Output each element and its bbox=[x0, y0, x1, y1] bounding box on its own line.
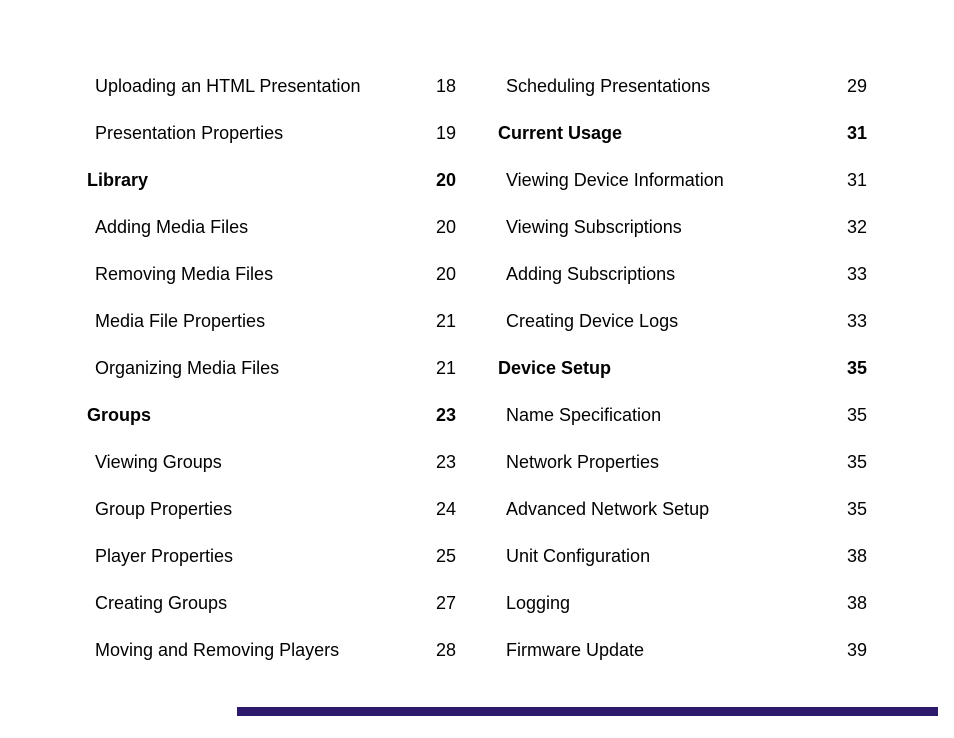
toc-entry-label: Library bbox=[87, 170, 149, 190]
toc-entry-label: Viewing Device Information bbox=[506, 170, 724, 190]
toc-entry-label: Scheduling Presentations bbox=[506, 76, 711, 96]
toc-entry[interactable] bbox=[498, 627, 867, 674]
toc-section-heading[interactable] bbox=[498, 345, 867, 392]
toc-column-left bbox=[87, 63, 456, 674]
toc-page-number: 20 bbox=[435, 170, 456, 190]
toc-entry-label: Firmware Update bbox=[506, 640, 645, 660]
toc-entry[interactable] bbox=[87, 110, 456, 157]
toc-entry-label: Organizing Media Files bbox=[95, 358, 280, 378]
toc-page-number: 38 bbox=[846, 546, 867, 566]
toc-entry-label: Adding Subscriptions bbox=[506, 264, 676, 284]
toc-entry[interactable] bbox=[87, 298, 456, 345]
toc-entry-label: Presentation Properties bbox=[95, 123, 284, 143]
toc-page-number: 31 bbox=[846, 123, 867, 143]
toc-entry[interactable] bbox=[498, 439, 867, 486]
toc-entry[interactable] bbox=[87, 486, 456, 533]
toc-entry-label: Current Usage bbox=[498, 123, 623, 143]
toc-page-number: 35 bbox=[846, 405, 867, 425]
toc-page-number: 24 bbox=[435, 499, 456, 519]
toc-entry[interactable] bbox=[498, 298, 867, 345]
toc-page-number: 27 bbox=[435, 593, 456, 613]
toc-section-heading[interactable] bbox=[87, 392, 456, 439]
toc-entry-label: Advanced Network Setup bbox=[506, 499, 710, 519]
toc-entry-label: Network Properties bbox=[506, 452, 660, 472]
toc-entry-label: Uploading an HTML Presentation bbox=[95, 76, 361, 96]
toc-entry-label: Viewing Subscriptions bbox=[506, 217, 682, 237]
toc-section-heading[interactable] bbox=[498, 110, 867, 157]
toc-entry[interactable] bbox=[498, 392, 867, 439]
toc-entry[interactable] bbox=[87, 345, 456, 392]
toc-section-heading[interactable] bbox=[87, 157, 456, 204]
toc-entry-label: Moving and Removing Players bbox=[95, 640, 340, 660]
toc-page-number: 29 bbox=[846, 76, 867, 96]
toc-entry[interactable] bbox=[498, 63, 867, 110]
toc-page-number: 39 bbox=[846, 640, 867, 660]
toc-page-number: 18 bbox=[435, 76, 456, 96]
toc-page-number: 33 bbox=[846, 264, 867, 284]
toc-entry[interactable] bbox=[87, 580, 456, 627]
toc-column-right bbox=[498, 63, 867, 674]
toc-entry-label: Viewing Groups bbox=[95, 452, 222, 472]
toc-entry-label: Adding Media Files bbox=[95, 217, 249, 237]
toc-page-number: 38 bbox=[846, 593, 867, 613]
footer-accent-bar bbox=[237, 707, 938, 716]
toc-page-number: 33 bbox=[846, 311, 867, 331]
toc-entry-label: Device Setup bbox=[498, 358, 612, 378]
toc-entry-label: Media File Properties bbox=[95, 311, 266, 331]
toc-page-number: 35 bbox=[846, 358, 867, 378]
toc-page-number: 21 bbox=[435, 358, 456, 378]
toc-entry-label: Creating Groups bbox=[95, 593, 228, 613]
toc-entry[interactable] bbox=[498, 157, 867, 204]
toc-entry-label: Name Specification bbox=[506, 405, 662, 425]
toc-page-number: 35 bbox=[846, 499, 867, 519]
toc-entry[interactable] bbox=[498, 533, 867, 580]
toc-entry[interactable] bbox=[87, 439, 456, 486]
toc-entry[interactable] bbox=[87, 627, 456, 674]
toc-entry[interactable] bbox=[498, 204, 867, 251]
toc-page-number: 21 bbox=[435, 311, 456, 331]
toc-entry-label: Creating Device Logs bbox=[506, 311, 679, 331]
toc-page-number: 23 bbox=[435, 405, 456, 425]
toc-page-number: 35 bbox=[846, 452, 867, 472]
toc-page-number: 20 bbox=[435, 217, 456, 237]
toc-page-number: 23 bbox=[435, 452, 456, 472]
toc-entry-label: Logging bbox=[506, 593, 571, 613]
toc-entry[interactable] bbox=[498, 251, 867, 298]
toc-entry-label: Player Properties bbox=[95, 546, 234, 566]
toc-page-number: 19 bbox=[435, 123, 456, 143]
toc-page-number: 28 bbox=[435, 640, 456, 660]
toc-entry-label: Groups bbox=[87, 405, 152, 425]
toc-entry[interactable] bbox=[498, 580, 867, 627]
toc-entry[interactable] bbox=[87, 204, 456, 251]
toc-entry[interactable] bbox=[87, 533, 456, 580]
toc-page-number: 31 bbox=[846, 170, 867, 190]
toc-page-number: 32 bbox=[846, 217, 867, 237]
toc-entry-label: Group Properties bbox=[95, 499, 233, 519]
toc-entry[interactable] bbox=[87, 251, 456, 298]
toc-entry[interactable] bbox=[87, 63, 456, 110]
toc-entry[interactable] bbox=[498, 486, 867, 533]
toc-entry-label: Removing Media Files bbox=[95, 264, 274, 284]
toc-page-number: 20 bbox=[435, 264, 456, 284]
toc-page-number: 25 bbox=[435, 546, 456, 566]
toc-entry-label: Unit Configuration bbox=[506, 546, 651, 566]
